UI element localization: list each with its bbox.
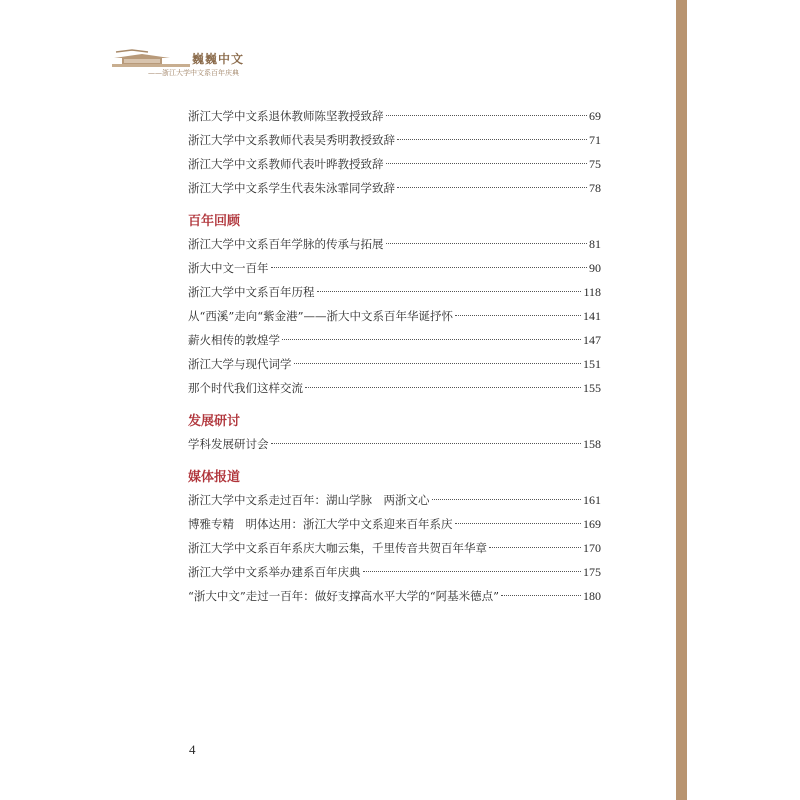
entry-page: 161 xyxy=(583,493,601,507)
dot-leader xyxy=(271,443,582,444)
toc-entry[interactable] xyxy=(188,586,601,610)
entry-page: 169 xyxy=(583,517,601,531)
dot-leader xyxy=(386,243,588,244)
entry-title: 浙江大学中文系学生代表朱泳霏同学致辞 xyxy=(188,181,395,195)
dot-leader xyxy=(271,267,588,268)
logo-title: 巍巍中文 xyxy=(192,52,245,66)
toc-entry[interactable] xyxy=(188,514,601,538)
entry-title: 浙江大学中文系百年系庆大咖云集，千里传音共贺百年华章 xyxy=(188,541,487,555)
entry-title: 博雅专精 明体达用：浙江大学中文系迎来百年系庆 xyxy=(188,517,453,531)
dot-leader xyxy=(489,547,581,548)
toc-entry[interactable] xyxy=(188,154,601,178)
entry-title: 浙江大学中文系教师代表吴秀明教授致辞 xyxy=(188,133,395,147)
toc-entry[interactable] xyxy=(188,562,601,586)
entry-title: 浙江大学中文系教师代表叶晔教授致辞 xyxy=(188,157,384,171)
toc-entry[interactable] xyxy=(188,434,601,458)
entry-page: 118 xyxy=(583,285,601,299)
header-logo xyxy=(112,48,272,80)
entry-page: 180 xyxy=(583,589,601,603)
entry-page: 155 xyxy=(583,381,601,395)
entry-title: 浙江大学与现代词学 xyxy=(188,357,292,371)
entry-page: 141 xyxy=(583,309,601,323)
toc-entry[interactable] xyxy=(188,258,601,282)
toc-entry[interactable] xyxy=(188,178,601,202)
page-edge-strip xyxy=(676,0,687,800)
entry-title: 浙江大学中文系退休教师陈坚教授致辞 xyxy=(188,109,384,123)
page-number: 4 xyxy=(189,742,196,757)
toc-entry[interactable] xyxy=(188,330,601,354)
entry-title: 学科发展研讨会 xyxy=(188,437,269,451)
entry-page: 71 xyxy=(589,133,601,147)
dot-leader xyxy=(501,595,581,596)
dot-leader xyxy=(386,163,588,164)
entry-page: 175 xyxy=(583,565,601,579)
entry-title: 从“西溪”走向“紫金港”——浙大中文系百年华诞抒怀 xyxy=(188,309,454,323)
dot-leader xyxy=(363,571,582,572)
dot-leader xyxy=(386,115,588,116)
dot-leader xyxy=(294,363,582,364)
toc-entry[interactable] xyxy=(188,378,601,402)
toc-entry[interactable] xyxy=(188,234,601,258)
dot-leader xyxy=(397,187,587,188)
section-heading: 百年回顾 xyxy=(188,214,241,229)
dot-leader xyxy=(432,499,582,500)
toc-entry[interactable] xyxy=(188,130,601,154)
entry-page: 170 xyxy=(583,541,601,555)
dot-leader xyxy=(397,139,587,140)
entry-title: 浙江大学中文系百年学脉的传承与拓展 xyxy=(188,237,384,251)
entry-page: 78 xyxy=(589,181,601,195)
entry-title: 薪火相传的敦煌学 xyxy=(188,333,280,347)
entry-title: 浙江大学中文系举办建系百年庆典 xyxy=(188,565,361,579)
toc-entry[interactable] xyxy=(188,354,601,378)
toc-entry[interactable] xyxy=(188,490,601,514)
entry-title: “浙大中文”走过一百年：做好支撑高水平大学的“阿基米德点” xyxy=(188,589,500,603)
table-of-contents xyxy=(188,106,601,610)
dot-leader xyxy=(455,315,581,316)
entry-title: 浙江大学中文系百年历程 xyxy=(188,285,315,299)
section-heading: 发展研讨 xyxy=(188,414,241,429)
entry-page: 147 xyxy=(583,333,601,347)
entry-page: 81 xyxy=(589,237,601,251)
toc-entry[interactable] xyxy=(188,106,601,130)
dot-leader xyxy=(282,339,581,340)
toc-entry[interactable] xyxy=(188,538,601,562)
entry-title: 那个时代我们这样交流 xyxy=(188,381,303,395)
logo-subtitle: ——浙江大学中文系百年庆典 xyxy=(148,69,239,77)
entry-page: 90 xyxy=(589,261,601,275)
entry-title: 浙大中文一百年 xyxy=(188,261,269,275)
dot-leader xyxy=(455,523,582,524)
toc-entry[interactable] xyxy=(188,282,601,306)
entry-title: 浙江大学中文系走过百年：湖山学脉 两浙文心 xyxy=(188,493,430,507)
entry-page: 158 xyxy=(583,437,601,451)
dot-leader xyxy=(305,387,581,388)
entry-page: 69 xyxy=(589,109,601,123)
entry-page: 151 xyxy=(583,357,601,371)
dot-leader xyxy=(317,291,582,292)
section-heading: 媒体报道 xyxy=(188,470,241,485)
entry-page: 75 xyxy=(589,157,601,171)
toc-entry[interactable] xyxy=(188,306,601,330)
